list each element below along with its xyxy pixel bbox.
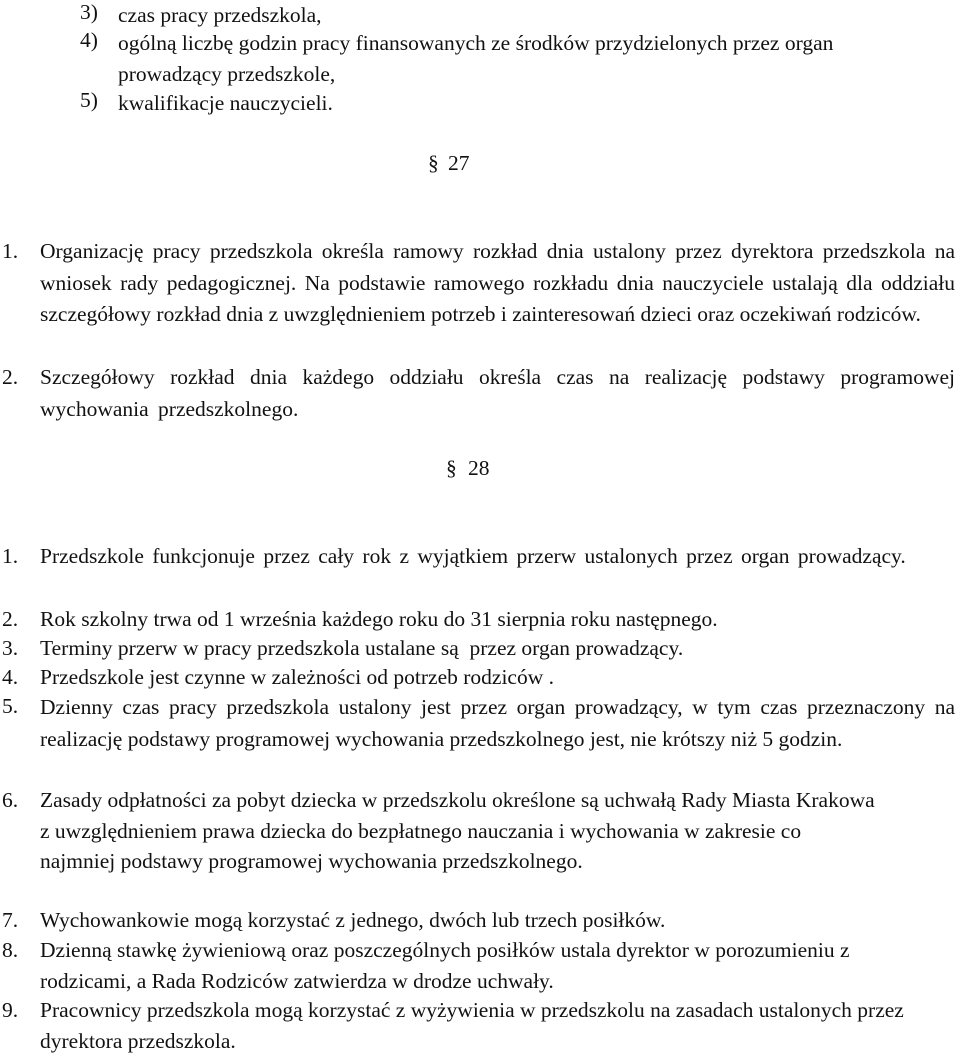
list-item-number: 5) xyxy=(80,88,98,112)
paragraph-number: 3. xyxy=(2,636,19,660)
paragraph-text: Organizację pracy przedszkola określa ramowy rozkład dnia ustalony przez dyrektora przedszkola na wniosek rady pedagogicznej. Na podstawie ramowego rozkładu dnia nauczyciele ustalają dla oddziału szczegółowy rozkład dnia z uwzględnieniem potrzeb i zainteresowań dzieci oraz oczekiwań rodziców. xyxy=(40,239,955,326)
paragraph-number: 7. xyxy=(2,908,19,932)
paragraph-number: 2. xyxy=(2,607,19,631)
paragraph-number: 5. xyxy=(2,694,19,718)
paragraph-number: 4. xyxy=(2,665,19,689)
paragraph-number: 8. xyxy=(2,938,19,962)
paragraph-number: 6. xyxy=(2,788,19,812)
list-item-number: 4) xyxy=(80,28,98,52)
paragraph-text: Szczegółowy rozkład dnia każdego oddziału określa czas na realizację podstawy programowej wychowania przedszkolnego. xyxy=(40,365,955,421)
paragraph-number: 9. xyxy=(2,998,19,1022)
list-item-number: 3) xyxy=(80,0,98,24)
paragraph-text: Zasady odpłatności za pobyt dziecka w przedszkolu określone są uchwałą Rady Miasta Krakowa z uwzględnieniem prawa dziecka do bezpłatnego nauczania i wychowania w zakresie co najmniej podstawy programowej wychowania przedszkolnego. xyxy=(40,788,875,873)
paragraph-number: 2. xyxy=(2,365,19,389)
paragraph-text: Pracownicy przedszkola mogą korzystać z wyżywienia w przedszkolu na zasadach ustalonych przez dyrektora przedszkola. xyxy=(40,998,904,1053)
paragraph-text: Przedszkole jest czynne w zależności od potrzeb rodziców . xyxy=(40,665,555,689)
section-symbol: § xyxy=(446,456,457,480)
paragraph-number: 1. xyxy=(2,239,19,263)
list-item-text: czas pracy przedszkola, xyxy=(118,3,322,27)
paragraph-text: Wychowankowie mogą korzystać z jednego, dwóch lub trzech posiłków. xyxy=(40,908,666,932)
section-number: 28 xyxy=(468,456,490,480)
paragraph-number: 1. xyxy=(2,544,19,568)
paragraph-text: Dzienną stawkę żywieniową oraz poszczególnych posiłków ustala dyrektor w porozumieniu z rodzicami, a Rada Rodziców zatwierdza w drodze uchwały. xyxy=(40,938,850,993)
paragraph-text: Terminy przerw w pracy przedszkola ustalane są przez organ prowadzący. xyxy=(40,636,684,660)
list-item-text: ogólną liczbę godzin pracy finansowanych ze środków przydzielonych przez organ prowadzący przedszkole, xyxy=(118,31,834,86)
list-item-text: kwalifikacje nauczycieli. xyxy=(118,91,333,115)
section-number: 27 xyxy=(448,151,470,175)
paragraph-text: Rok szkolny trwa od 1 września każdego roku do 31 sierpnia roku następnego. xyxy=(40,607,718,631)
paragraph-text: Dzienny czas pracy przedszkola ustalony jest przez organ prowadzący, w tym czas przeznaczony na realizację podstawy programowej wychowania przedszkolnego jest, nie krótszy niż 5 godzin. xyxy=(40,695,955,751)
paragraph-text: Przedszkole funkcjonuje przez cały rok z wyjątkiem przerw ustalonych przez organ prowadzący. xyxy=(40,544,906,568)
section-symbol: § xyxy=(428,151,439,175)
